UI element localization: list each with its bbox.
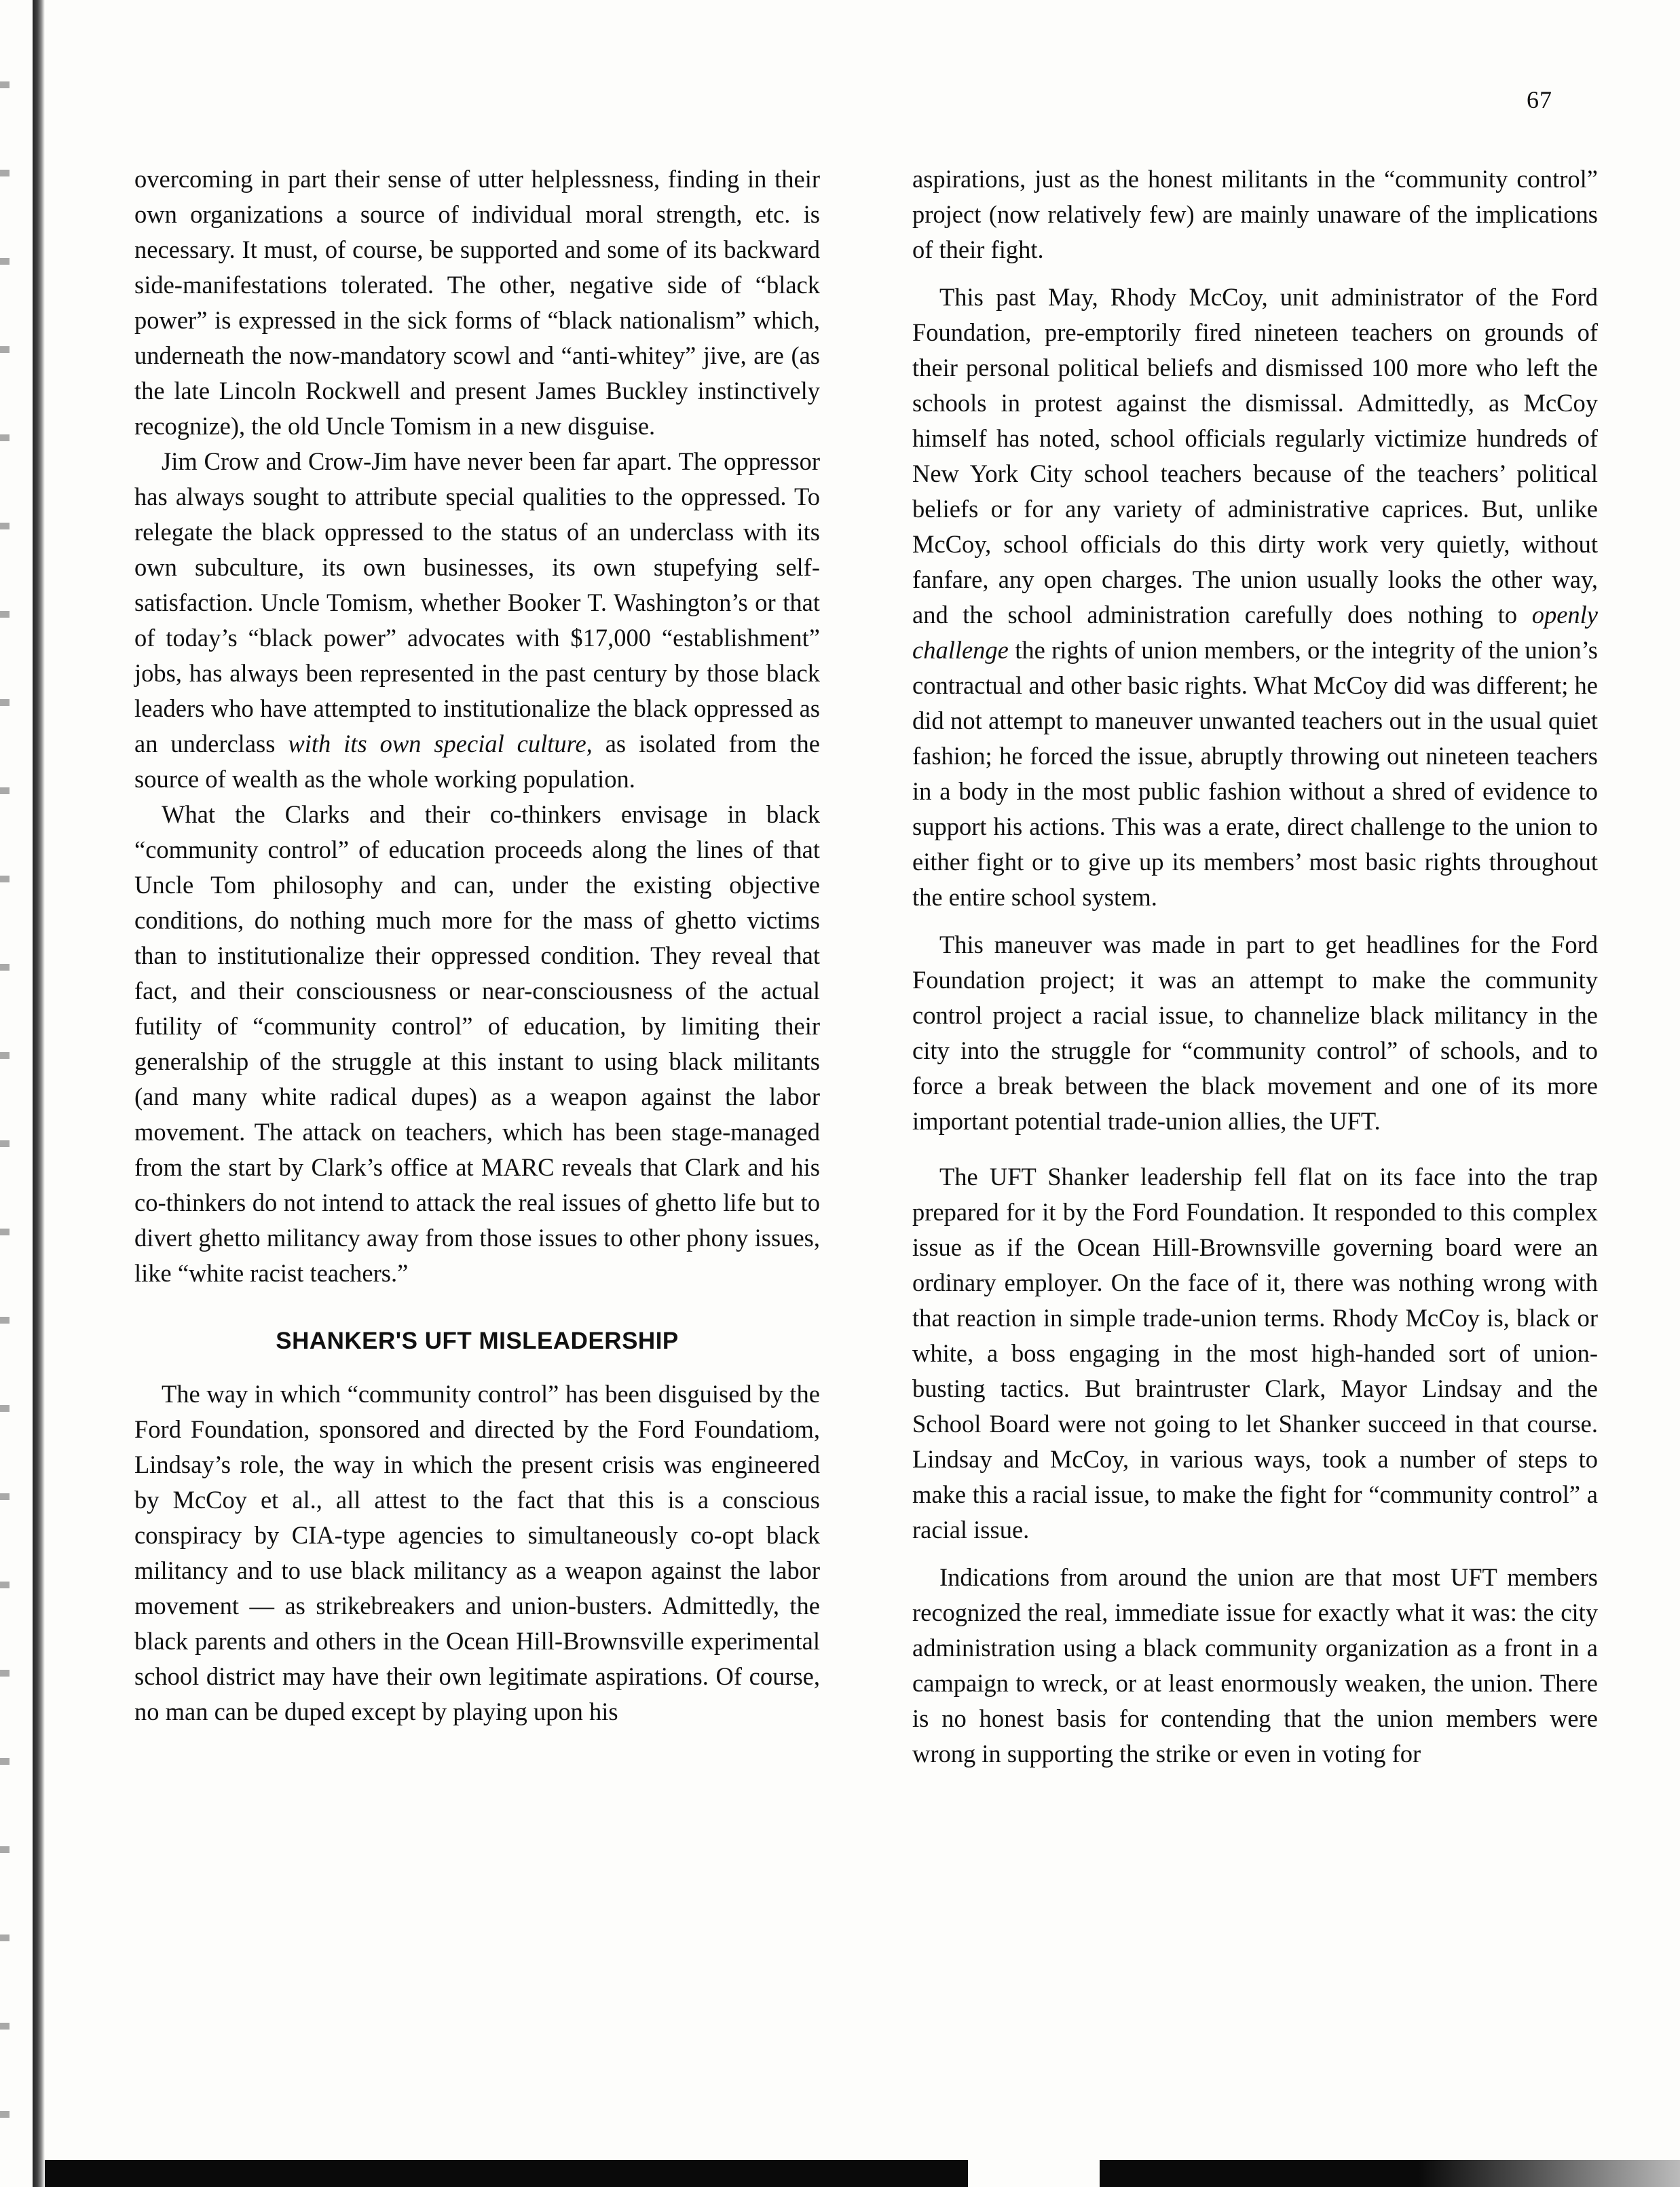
paragraph: The UFT Shanker leadership fell flat on its face into the trap prepared for it by the Ford Foundation. It responded to this complex issue as if the Ocean Hill-Brownsville governing board were an ordinary employer. On the face of it, there was nothing wrong with that reaction in simple trade-union terms. Rhody McCoy is, black or white, a boss engaging in the most high-handed sort of union-busting tactics. But braintruster Clark, Mayor Lindsay and the School Board were not going to let Shanker succeed in that course. Lindsay and McCoy, in various ways, took a number of steps to make this a racial issue, to make the fight for “community control” a racial issue.	[912, 1163, 1598, 1544]
binding-edge	[0, 0, 10, 2187]
paragraph: aspirations, just as the honest militants in the “community control” project (now relatively few) are mainly unaware of the implications of their fight.	[912, 165, 1598, 263]
paragraph	[134, 444, 820, 797]
emphasis-text: openly challenge	[912, 601, 1598, 664]
paragraph-text: as isolated from the source of wealth as the whole working population.	[134, 730, 820, 793]
scan-edge-bar	[1100, 2160, 1680, 2187]
paragraph: Indications from around the union are that most UFT members recognized the real, immediate issue for exactly what it was: the city administration using a black community organization as a front in a campaign to wreck, or at least enormously weaken, the union. There is no honest basis for contending that the union members were wrong in supporting the strike or even in voting for	[912, 1563, 1598, 1768]
scan-edge-bar	[45, 2160, 968, 2187]
section-heading: SHANKER'S UFT MISLEADERSHIP	[276, 1328, 679, 1354]
emphasis-text: with its own special culture,	[288, 730, 593, 758]
paragraph-text: This past May, Rhody McCoy, unit administrator of the Ford Foundation, pre-emptorily fired nineteen teachers on grounds of their personal political beliefs and dismissed 100 more who left the schools in protest against the dismissal. Admittedly, as McCoy himself has noted, school officials regularly victimize hundreds of New York City school teachers because of the teachers’ political beliefs or for any variety of administrative caprices. But, unlike McCoy, school officials do this dirty work very quietly, without fanfare, any open charges. The union usually looks the other way, and the school administration carefully does nothing to	[912, 283, 1598, 629]
paragraph: overcoming in part their sense of utter helplessness, finding in their own organizations a source of individual moral strength, etc. is necessary. It must, of course, be supported and some of its backward side-manifestations tolerated. The other, negative side of “black power” is expressed in the sick forms of “black nationalism” which, underneath the now-mandatory scowl and “anti-whitey” jive, are (as the late Lincoln Rockwell and present James Buckley instinctively recognize), the old Uncle Tomism in a new disguise.	[134, 165, 820, 440]
left-column	[134, 162, 820, 1730]
paragraph-text: the rights of union members, or the integrity of the union’s contractual and other basic rights. What McCoy did was different; he did not attempt to maneuver unwanted teachers out in the usual quiet fashion; he forced the issue, abruptly throwing out nineteen teachers in a body in the most public fashion without a shred of evidence to support his actions. This was a erate, direct challenge to the union to either fight or to give up its members’ most basic rights throughout the entire school system.	[912, 636, 1598, 911]
paragraph-text: Jim Crow and Crow-Jim have never been far apart. The oppressor has always sought to attribute special qualities to the oppressed. To relegate the black oppressed to the status of an underclass with its own subculture, its own businesses, its own stupefying self-satisfaction. Uncle Tomism, whether Booker T. Washington’s or that of today’s “black power” advocates with $17,000 “establishment” jobs, has always been represented in the past century by those black leaders who have attempted to institutionalize the black oppressed as an underclass	[134, 447, 820, 758]
page-number: 67	[1527, 86, 1552, 113]
paragraph: This maneuver was made in part to get headlines for the Ford Foundation project; it was an attempt to make the community control project a racial issue, to channelize black militancy in the city into the struggle for “community control” of schools, and to force a break between the black movement and one of its more important potential trade-union allies, the UFT.	[912, 931, 1598, 1135]
binding-shadow	[33, 0, 45, 2187]
paragraph: The way in which “community control” has been disguised by the Ford Foundation, sponsored and directed by the Ford Foundatiom, Lindsay’s role, the way in which the present crisis was engineered by McCoy et al., all attest to the fact that this is a conscious conspiracy by CIA-type agencies to simultaneously co-opt black militancy and to use black militancy as a weapon against the labor movement — as strikebreakers and union-busters. Admittedly, the black parents and others in the Ocean Hill-Brownsville experimental school district may have their own legitimate aspirations. Of course, no man can be duped except by playing upon his	[134, 1380, 820, 1725]
paragraph: What the Clarks and their co-thinkers envisage in black “community control” of education proceeds along the lines of that Uncle Tom philosophy and can, under the existing objective conditions, do nothing much more for the mass of ghetto victims than to institutionalize their oppressed condition. They reveal that fact, and their consciousness or near-consciousness of the actual futility of “community control” of education, by limiting their generalship of the struggle at this instant to using black militants (and many white radical dupes) as a weapon against the labor movement. The attack on teachers, which has been stage-managed from the start by Clark’s office at MARC reveals that Clark and his co-thinkers do not intend to attack the real issues of ghetto life but to divert ghetto militancy away from those issues to other phony issues, like “white racist teachers.”	[134, 800, 820, 1287]
paragraph	[912, 280, 1598, 915]
right-column	[912, 162, 1598, 1772]
